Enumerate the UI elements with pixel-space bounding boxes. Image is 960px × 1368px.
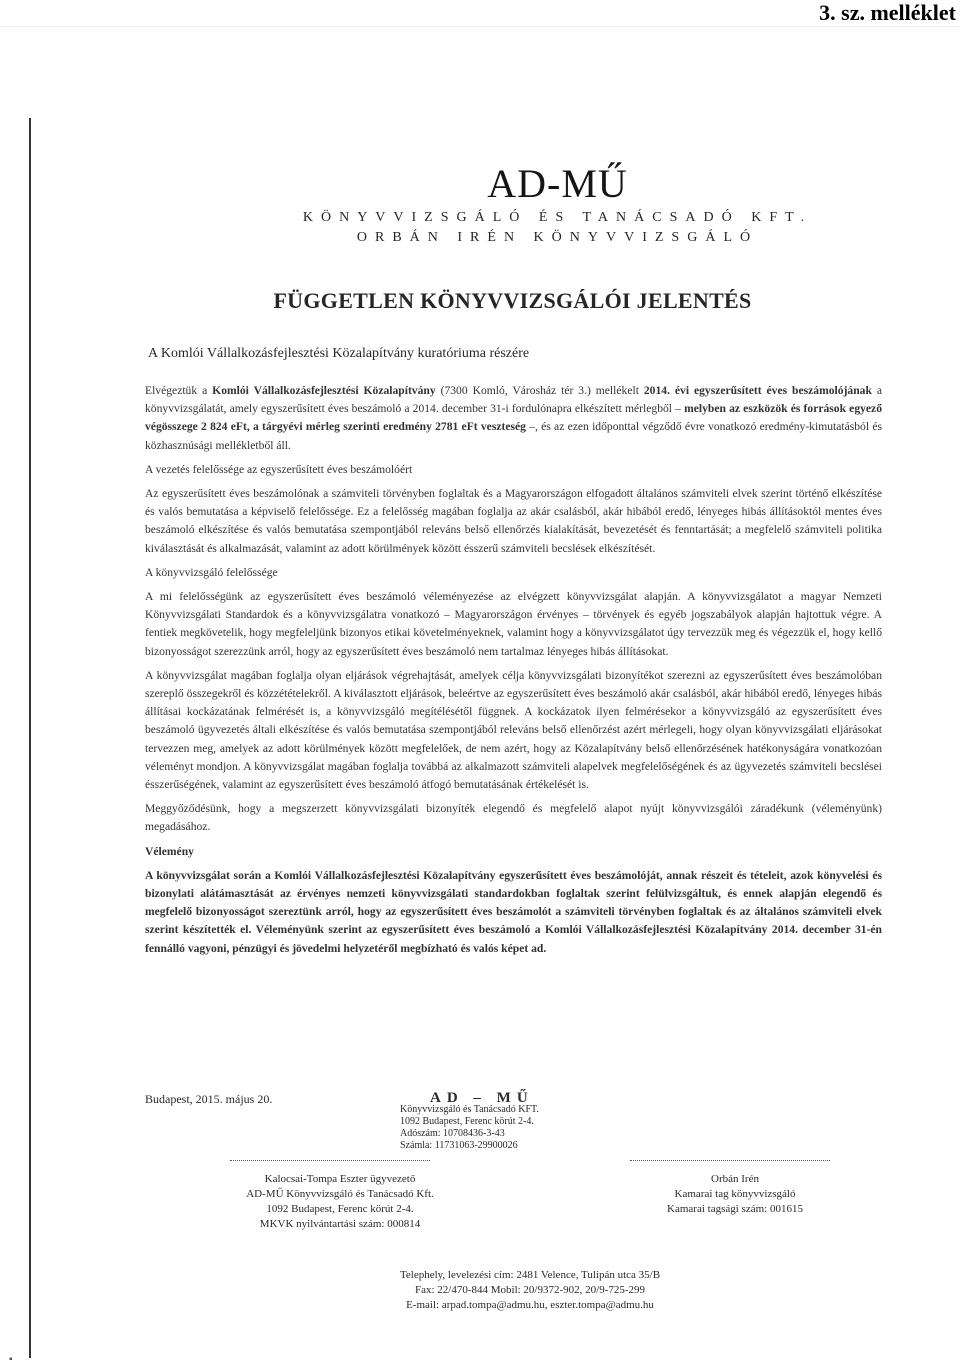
signatory-name: Kalocsai-Tompa Eszter ügyvezető — [264, 1173, 416, 1185]
paragraph-auditor-2: A könyvvizsgálat magában foglalja olyan eljárások végrehajtását, amelyek célja könyvvizsgálati bizonyítékot szerezni az egyszerűsített éves beszámolóban szereplő összegekről és közzétételekről. A kiválasztott eljárások, beleértve az egyszerűsített éves beszámoló akár csalásból, akár hibából eredő, lényeges hibás állításai kockázatának felmérését is, a könyvvizsgáló megítélésétől függnek. A kockázatok ilyen felmérésekor a könyvvizsgáló az egyszerűsített éves beszámoló ügyvezetés általi elkészítése és valós bemutatása szempontjából releváns belső ellenőrzést azért mérlegeli, hogy olyan könyvvizsgálati eljárásokat tervezzen meg, amelyek az adott körülmények között megfelelőek, de nem azért, hogy az Közalapítvány belső ellenőrzésének hatékonyságára vonatkozóan véleményt mondjon. A könyvvizsgálat magában foglalja továbbá az alkalmazott számviteli alapelvek megfelelőségének és az ügyvezetés számviteli becslései ésszerűségének, valamint az egyszerűsített éves beszámoló átfogó bemutatásának értékelését is. — [145, 668, 882, 792]
stamp-line: Könyvvizsgáló és Tanácsadó KFT. — [400, 1104, 539, 1115]
letterhead — [140, 160, 885, 362]
footer-email: E-mail: arpad.tompa@admu.hu, eszter.tompa@admu.hu — [406, 1299, 654, 1311]
intro-text-e: a könyvvizsgálatát, amely egyszerűsített éves beszámoló a 2014. december 31-i fordulónapra elkészített mérlegből – — [145, 384, 883, 416]
signatory-address: 1092 Budapest, Ferenc körút 2-4. — [266, 1203, 414, 1215]
scan-speck: ▪ — [9, 1354, 13, 1365]
intro-text-c: (7300 Komló, Városház tér 3.) mellékelt — [435, 384, 644, 397]
signatory-registration: Kamarai tagsági szám: 001615 — [667, 1203, 803, 1215]
place-date: Budapest, 2015. május 20. — [145, 1092, 273, 1106]
stamp-line: Adószám: 10708436-3-43 — [400, 1128, 505, 1139]
intro-paragraph — [145, 382, 882, 455]
paragraph-evidence: Meggyőződésünk, hogy a megszerzett könyvvizsgálati bizonyíték elegendő és megfelelő alapot nyújt könyvvizsgálói záradékunk (véleményünk) megadásához. — [145, 802, 882, 834]
section-heading-management: A vezetés felelőssége az egyszerűsített éves beszámolóért — [145, 462, 413, 476]
intro-text-g: –, és az ezen időponttal végződő évre vonatkozó eredmény-kimutatásból és közhasznúsági mellékletből áll. — [145, 420, 882, 452]
signatory-title: Kamarai tag könyvvizsgáló — [674, 1188, 796, 1200]
footer-address: Telephely, levelezési cím: 2481 Velence, Tulipán utca 35/B — [399, 1269, 661, 1281]
intro-text-b: Komlói Vállalkozásfejlesztési Közalapítvány — [212, 384, 436, 397]
annex-label: 3. sz. melléklet — [819, 0, 956, 25]
company-stamp — [380, 1092, 600, 1152]
paragraph-management: Az egyszerűsített éves beszámolónak a számviteli törvényben foglaltak és a Magyarországon elfogadott általános számviteli elvek szerint történő elkészítése és valós bemutatása a képviselő felelőssége. Ez a felelősség magában foglalja az akár csalásból, akár hibából eredő, lényeges hibás állításoktól mentes éves beszámoló elkészítése és valós bemutatása szempontjából releváns belső ellenőrzés kialakítását, bevezetését és fenntartását; a megfelelő számviteli politika kiválasztását és alkalmazását, valamint az adott körülmények között ésszerű számviteli becslések elkészítését. — [145, 487, 882, 555]
page-top-divider — [0, 26, 960, 27]
signatory-registration: MKVK nyilvántartási szám: 000814 — [259, 1218, 421, 1230]
intro-text-a: Elvégeztük a — [145, 384, 213, 397]
paragraph-opinion: A könyvvizsgálat során a Komlói Vállalkozásfejlesztési Közalapítvány egyszerűsített éves beszámolóját, annak részeit és tételeit, azok könyvelési és bizonylati alátámasztását az érvényes nemzeti könyvvizsgálati standardokban foglaltak szerint felülvizsgáltuk, és ennek alapján elegendő és megfelelő bizonyosságot szereztünk arról, hogy az egyszerűsített éves beszámolót a számviteli törvényben foglaltak és az általános számviteli elvek szerint készítették el. Véleményünk szerint az egyszerűsített éves beszámoló a Komlói Vállalkozásfejlesztési Közalapítvány 2014. december 31-én fennálló vagyoni, pénzügyi és jövedelmi helyzetéről megbízható és valós képet ad. — [145, 868, 882, 955]
company-logo: AD-MŰ — [487, 161, 628, 206]
stamp-title: AD – MŰ — [430, 1090, 534, 1106]
section-heading-opinion: Vélemény — [145, 844, 194, 858]
footer-phone: Fax: 22/470-844 Mobil: 20/9372-902, 20/9-725-299 — [414, 1284, 646, 1296]
signatory-company: AD-MŰ Könyvvizsgáló és Tanácsadó Kft. — [246, 1188, 434, 1200]
signature-line-right — [630, 1160, 830, 1162]
report-title: FÜGGETLEN KÖNYVVIZSGÁLÓI JELENTÉS — [273, 288, 752, 313]
scan-left-edge — [29, 118, 31, 1358]
letter-footer — [330, 1268, 730, 1313]
firm-name: KÖNYVVIZSGÁLÓ ÉS TANÁCSADÓ KFT. — [302, 210, 813, 225]
stamp-line: 1092 Budapest, Ferenc körút 2-4. — [400, 1116, 534, 1127]
intro-text-f: melyben az eszközök és források egyező végösszege 2 824 eFt, a tárgyévi mérleg szerinti eredmény 2781 eFt veszteség — [145, 402, 882, 434]
signature-line-left — [230, 1160, 430, 1162]
signatory-name: Orbán Irén — [711, 1173, 759, 1185]
paragraph-auditor-1: A mi felelősségünk az egyszerűsített éves beszámoló véleményezése az elvégzett könyvvizsgálat alapján. A könyvvizsgálatot a magyar Nemzeti Könyvvizsgálati Standardok és a könyvvizsgálatra vonatkozó – Magyarországon érvényes – törvények és egyéb jogszabályok alapján hajtottuk végre. A fentiek megkövetelik, hogy megfeleljünk bizonyos etikai követelményeknek, valamint hogy a könyvvizsgálatot úgy tervezzük meg és végezzük el, hogy kellő bizonyosságot szerezzünk arról, hogy az egyszerűsített éves beszámoló nem tartalmaz lényeges hibás állításokat. — [145, 590, 882, 658]
addressee: A Komlói Vállalkozásfejlesztési Közalapítvány kuratóriuma részére — [148, 346, 530, 361]
intro-text-d: 2014. évi egyszerűsített éves beszámolójának — [643, 384, 872, 397]
report-body — [145, 382, 882, 964]
auditor-name-line: ORBÁN IRÉN KÖNYVVIZSGÁLÓ — [356, 230, 759, 245]
signatory-right — [605, 1172, 865, 1217]
stamp-line: Számla: 11731063-29900026 — [400, 1140, 518, 1151]
signatory-left — [205, 1172, 475, 1232]
section-heading-auditor: A könyvvizsgáló felelőssége — [145, 565, 278, 579]
